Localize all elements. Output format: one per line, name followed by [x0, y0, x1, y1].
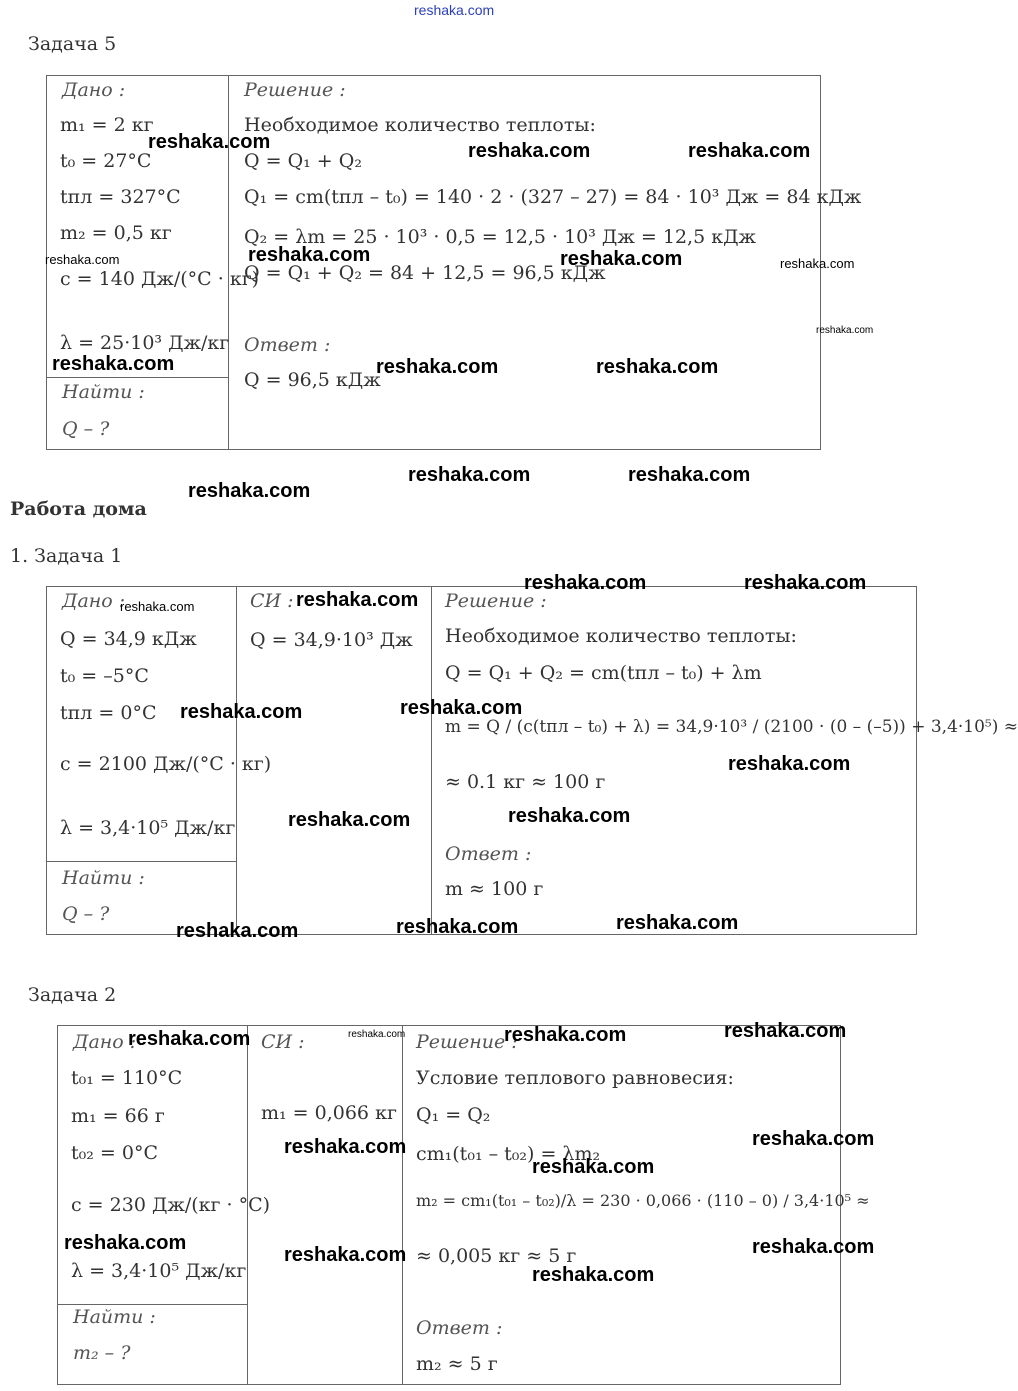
si-value: Q = 34,9·10³ Дж [250, 629, 413, 651]
given-item: Q = 34,9 кДж [60, 628, 197, 650]
watermark: reshaka.com [296, 589, 419, 611]
given-item: λ = 3,4·10⁵ Дж/кг [71, 1260, 247, 1282]
watermark: reshaka.com [532, 1264, 655, 1286]
solution-line: m₂ = cm₁(t₀₁ – t₀₂)/λ = 230 · 0,066 · (110 – 0) / 3,4·10⁵ ≈ [416, 1191, 870, 1210]
solution-header: Решение : [416, 1031, 518, 1053]
solution-line: Условие теплового равновесия: [416, 1067, 734, 1089]
solution-line: Q = Q₁ + Q₂ [244, 150, 362, 172]
answer-header: Ответ : [244, 334, 331, 356]
watermark: reshaka.com [616, 912, 739, 934]
answer-value: m₂ ≈ 5 г [416, 1353, 498, 1375]
solution-line: Необходимое количество теплоты: [244, 114, 596, 136]
si-value: m₁ = 0,066 кг [261, 1102, 397, 1124]
find-value: m₂ – ? [73, 1342, 131, 1364]
given-item: tпл = 327°C [60, 186, 181, 208]
given-item: λ = 3,4·10⁵ Дж/кг [60, 817, 236, 839]
watermark: reshaka.com [628, 464, 751, 486]
watermark: reshaka.com [45, 252, 120, 267]
watermark: reshaka.com [752, 1128, 875, 1150]
si-header: СИ : [250, 590, 294, 612]
find-value: Q – ? [62, 903, 110, 925]
watermark: reshaka.com [284, 1244, 407, 1266]
watermark: reshaka.com [348, 1029, 406, 1040]
watermark: reshaka.com [284, 1136, 407, 1158]
watermark: reshaka.com [752, 1236, 875, 1258]
given-item: m₁ = 66 г [71, 1105, 165, 1127]
answer-header: Ответ : [416, 1317, 503, 1339]
answer-value: m ≈ 100 г [445, 878, 544, 900]
find-header: Найти : [73, 1306, 156, 1328]
given-item: λ = 25·10³ Дж/кг [60, 332, 230, 354]
watermark: reshaka.com [128, 1028, 251, 1050]
watermark: reshaka.com [688, 140, 811, 162]
given-item: m₂ = 0,5 кг [60, 222, 172, 244]
given-item: c = 230 Дж/(кг · °C) [71, 1194, 271, 1216]
solution-header: Решение : [445, 590, 547, 612]
solution-line: m = Q / (c(tпл – t₀) + λ) = 34,9·10³ / (2100 · (0 – (–5)) + 3,4·10⁵) ≈ [445, 717, 1018, 737]
solution-line: ≈ 0.1 кг ≈ 100 г [445, 771, 606, 793]
given-item: t₀ = –5°C [60, 665, 149, 687]
watermark: reshaka.com [376, 356, 499, 378]
watermark: reshaka.com [724, 1020, 847, 1042]
given-item: t₀₂ = 0°C [71, 1142, 158, 1164]
find-value: Q – ? [62, 418, 110, 440]
given-item: t₀ = 27°C [60, 150, 152, 172]
watermark: reshaka.com [52, 353, 175, 375]
solution-line: Q₁ = Q₂ [416, 1104, 491, 1126]
task2-title: Задача 2 [28, 984, 117, 1006]
given-item: m₁ = 2 кг [60, 114, 154, 136]
watermark: reshaka.com [728, 753, 851, 775]
solution-line: cm₁(t₀₁ – t₀₂) = λm₂ [416, 1143, 601, 1165]
solution-line: ≈ 0,005 кг ≈ 5 г [416, 1245, 577, 1267]
watermark: reshaka.com [508, 805, 631, 827]
watermark: reshaka.com [64, 1232, 187, 1254]
given-header: Дано : [62, 590, 126, 612]
watermark: reshaka.com [744, 572, 867, 594]
site-header-link[interactable]: reshaka.com [414, 2, 495, 18]
answer-header: Ответ : [445, 843, 532, 865]
watermark: reshaka.com [780, 256, 855, 271]
watermark: reshaka.com [148, 131, 271, 153]
given-item: c = 140 Дж/(°C · кг) [60, 268, 260, 290]
task1-title: 1. Задача 1 [10, 545, 123, 567]
watermark: reshaka.com [408, 464, 531, 486]
watermark: reshaka.com [816, 325, 874, 336]
watermark: reshaka.com [532, 1156, 655, 1178]
solution-line: Q = Q₁ + Q₂ = cm(tпл – t₀) + λm [445, 662, 762, 684]
watermark: reshaka.com [248, 244, 371, 266]
find-header: Найти : [62, 867, 145, 889]
watermark: reshaka.com [560, 248, 683, 270]
watermark: reshaka.com [504, 1024, 627, 1046]
watermark: reshaka.com [176, 920, 299, 942]
solution-line: Q₁ = cm(tпл – t₀) = 140 · 2 · (327 – 27) = 84 · 10³ Дж = 84 кДж [244, 186, 862, 208]
si-header: СИ : [261, 1031, 305, 1053]
watermark: reshaka.com [400, 697, 523, 719]
watermark: reshaka.com [396, 916, 519, 938]
solution-line: Q₂ = λm = 25 · 10³ · 0,5 = 12,5 · 10³ Дж = 12,5 кДж [244, 226, 756, 248]
watermark: reshaka.com [120, 599, 195, 614]
watermark: reshaka.com [468, 140, 591, 162]
solution-line: Q = Q₁ + Q₂ = 84 + 12,5 = 96,5 кДж [244, 262, 606, 284]
watermark: reshaka.com [596, 356, 719, 378]
given-item: tпл = 0°C [60, 702, 157, 724]
solution-line: Необходимое количество теплоты: [445, 625, 797, 647]
homework-title: Работа дома [10, 498, 147, 520]
find-header: Найти : [62, 381, 145, 403]
task2-table [57, 1025, 870, 1385]
solution-header: Решение : [244, 79, 346, 101]
watermark: reshaka.com [524, 572, 647, 594]
watermark: reshaka.com [180, 701, 303, 723]
task5-title: Задача 5 [28, 33, 117, 55]
watermark: reshaka.com [288, 809, 411, 831]
answer-value: Q = 96,5 кДж [244, 369, 381, 391]
given-item: t₀₁ = 110°C [71, 1067, 183, 1089]
given-header: Дано : [73, 1031, 137, 1053]
given-header: Дано : [62, 79, 126, 101]
watermark: reshaka.com [188, 480, 311, 502]
given-item: c = 2100 Дж/(°C · кг) [60, 753, 272, 775]
